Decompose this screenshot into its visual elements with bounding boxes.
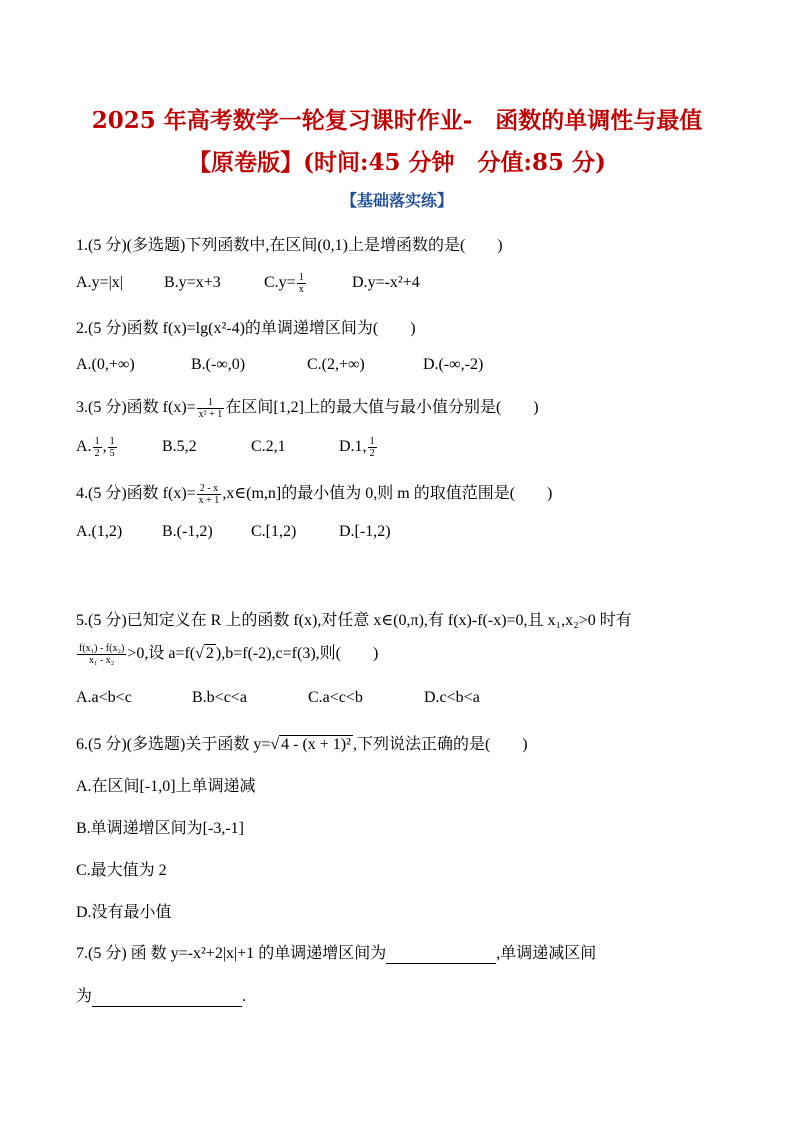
q2-option-c: C.(2,+∞) [307,356,365,373]
question-5-options [76,689,480,707]
section-heading: 【基础落实练】 [340,191,453,210]
question-6-option-a: A.在区间[-1,0]上单调递减 [76,778,256,795]
question-6-option-d: D.没有最小值 [76,904,172,921]
question-5-stem-line2: $\frac{\text{f(x₁) - f(x₂)}}{\text{x₁ - x₂}}$ >0,设 a=f(√ 2 ),b=f(-2),c=f(3),则( ) [79,642,379,666]
q2-option-b: B.(-∞,0) [191,356,246,373]
question-7-stem-line2: 为 . [76,988,247,1005]
question-4-options [76,523,391,541]
question-6-stem: 6.(5 分)(多选题)关于函数 y=√ 4 - (x + 1)² ,下列说法正确的是( ) [76,736,528,753]
question-3-stem: 3.(5 分)函数 f(x)= $\frac{1}{\text{x² + 1}}$ 在区间[1,2]上的最大值与最小值分别是( ) [76,396,539,420]
q2-option-a: A.(0,+∞) [76,356,135,373]
question-2-stem: 2.(5 分)函数 f(x)=lg(x²-4)的单调递增区间为( ) [76,320,416,337]
q4-option-c: C.[1,2) [251,523,297,540]
question-1-stem: 1.(5 分)(多选题)下列函数中,在区间(0,1)上是增函数的是( ) [76,237,503,254]
q5-option-a: A.a<b<c [76,689,132,706]
question-2-options [76,356,483,374]
q4-option-d: D.[-1,2) [339,523,391,540]
q3-option-d: D.1, $\frac{1}{2}$ [339,436,375,459]
q1-option-b: B.y=x+3 [164,274,221,292]
q4-option-b: B.(-1,2) [162,523,213,540]
q4-option-a: A.(1,2) [76,523,123,540]
q3-option-b: B.5,2 [162,438,197,456]
question-7-stem-line1: 7.(5 分) 函 数 y=-x²+2|x|+1 的单调递增区间为 ,单调递减区间 [76,945,597,962]
question-1-options [76,272,420,295]
question-3-options [76,436,378,459]
q3-option-c: C.2,1 [251,438,286,456]
q3-option-a: A. $\frac{1}{2}$ , $\frac{1}{5}$ [76,436,115,459]
question-6-option-c: C.最大值为 2 [76,862,167,879]
q5-option-d: D.c<b<a [424,689,480,706]
q5-option-c: C.a<c<b [308,689,363,706]
page-subtitle: 【原卷版】(时间:45 分钟 分值:85 分) [188,149,606,176]
q1-option-c: C.y= $\frac{1}{x}$ [264,272,304,295]
q1-option-a: A.y=|x| [76,274,123,292]
q2-option-d: D.(-∞,-2) [423,356,484,373]
question-4-stem: 4.(5 分)函数 f(x)= $\frac{2 - x}{x + 1}$ ,x∈(m,n]的最小值为 0,则 m 的取值范围是( ) [76,482,553,506]
question-5-stem-line1: 5.(5 分)已知定义在 R 上的函数 f(x),对任意 x∈(0,π),有 f(x)-f(-x)=0,且 x₁,x₂>0 时有 [76,612,632,629]
q5-option-b: B.b<c<a [192,689,247,706]
page-title: 2025 年高考数学一轮复习课时作业- 函数的单调性与最值 [91,107,703,134]
answer-blank-decreasing[interactable] [92,988,242,1007]
answer-blank-increasing[interactable] [386,945,496,964]
q1-option-d: D.y=-x²+4 [352,274,420,292]
question-6-option-b: B.单调递增区间为[-3,-1] [76,820,244,837]
